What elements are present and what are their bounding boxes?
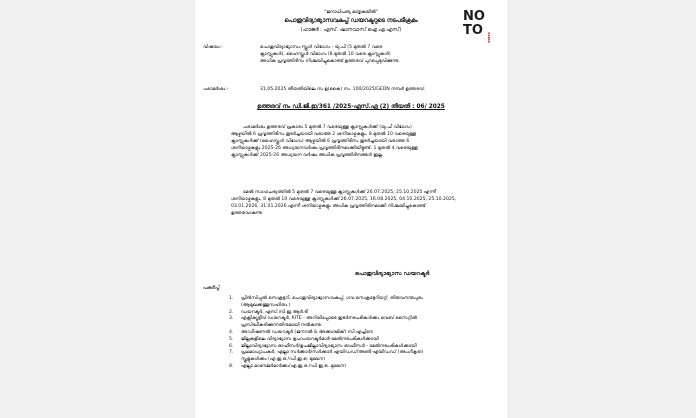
paragraph-1-line: ക്ലാസ്സുകൾക്ക് (ഹൈസ്കൂൾ വിഭാഗം) ആഴ്ചയിൽ 6 പ്രവൃത്തിദിനം തുടർച്ചയായി വരാത്ത 6 xyxy=(231,139,410,144)
reference-text: 31.05.2025 തീയതിയിലെ സ.ഉ(കൈ) നം. 100/2025/GEDN നമ്പർ ഉത്തരവ്. xyxy=(260,87,426,92)
subject-line-3: അധിക പ്രവൃത്തിദിനം നിശ്ചയിച്ചുകൊണ്ട് ഉത്തരവ് പുറപ്പെടുവിക്കുന്നു. xyxy=(260,59,400,64)
stamp-text-top: NO xyxy=(463,9,485,24)
paragraph-2-line: മേൽ സാഹചര്യത്തിൽ 5 മുതൽ 7 വരെയുള്ള ക്ലാസ്സുകൾക്ക് 26.07.2025, 25.10.2025 എന്നീ xyxy=(243,190,437,195)
list-item: 5. ജില്ലകളിലെ വിദ്യാഭ്യാസ ഉപഡയറക്ടർമാർ-മേൽനടപടികൾക്കായി xyxy=(229,336,379,342)
paragraph-2 xyxy=(231,189,493,217)
list-item: 4. അഡീഷണൽ ഡയറക്ടർ (ജനറൽ & അക്കാദമിക്) സി.എച്ചിനേ xyxy=(229,329,373,335)
motto: "ജനാധിപത്യ മാതൃകയിൽ" xyxy=(324,10,378,15)
copies-list xyxy=(229,296,491,371)
paragraph-2-line: 03.01.2026, 31.01.2026 എന്നീ ശനിയാഴ്ചകളും അധിക പ്രവൃത്തിദിനമാക്കി നിശ്ചയിച്ചുകൊണ്ട് xyxy=(231,204,426,209)
list-item: 8. എല്ലാ മാനേജർമാർക്കം(എ.ഇ.ഒ./ഡി.ഇ.ഒ. മുഖേന) xyxy=(229,363,347,369)
stamp-tag: PRESS xyxy=(487,32,491,43)
paragraph-1-line: പരാമർശം ഉത്തരവ് പ്രകാരം 5 മുതൽ 7 വരെയുള്ള ക്ലാസ്സുകൾക്ക് (യു.പി വിഭാഗം) xyxy=(243,125,412,130)
list-item: 7. പ്രഥമാധ്യാപകർ, എല്ലാ സർക്കാർ/സർക്കാർ എയിഡഡ്/അൺ-എയിഡഡ് (അംഗീകൃത) സ്കൂളുകൾക്കം (എ.ഇ.ഒ./ഡി.ഇ.ഒ. മുഖേന) xyxy=(229,350,424,363)
paragraph-1-line: ശനിയാഴ്ചകളും 2025-26 അധ്യയനവർഷം പ്രവൃത്തിദിനമാക്കിയിട്ടുണ്ട്. 1 മുതൽ 4 വരെയുള്ള xyxy=(231,146,418,151)
subject-line-1: പൊതുവിദ്യാഭ്യാസം-സ്കൂൾ വിഭാഗം - യു.പി (5 മുതൽ 7 വരെ xyxy=(260,45,383,50)
subject-line-2: ക്ലാസ്സുകൾ), ഹൈസ്കൂൾ വിഭാഗം (8 മുതൽ 10 വരെ ക്ലാസ്സുകൾ) xyxy=(260,52,391,57)
document-page xyxy=(195,0,507,418)
signature-title: പൊതുവിദ്യാഭ്യാസ ഡയറക്ടർ xyxy=(355,271,430,277)
paragraph-2-line: ശനിയാഴ്ചകളും, 8 മുതൽ 10 വരെയുള്ള ക്ലാസ്സുകൾക്ക് 26.07.2025, 16.08.2025, 04.10.2025, 25.10.2025, xyxy=(231,197,457,202)
list-item: 2. ഡയറക്ടർ, എസ്.സി.ഇ.ആർ.ടി xyxy=(229,309,308,315)
subject-label: വിഷയം:- xyxy=(203,45,223,50)
list-item: 6. ജില്ലാവിദ്യാഭ്യാസ ഓഫീസർ/ഉപജില്ലാവിദ്യാഭ്യാസ ഓഫീസർ - മേൽനടപടികൾക്കായി xyxy=(229,343,417,349)
copies-label: പകർപ്പ് xyxy=(203,286,220,291)
list-item: 1. പ്രിൻസിപ്പൽ സെക്രട്ടറി, പൊതുവിദ്യാഭ്യാസവകുപ്പ്, ഗവ.സെക്രട്ടേറിയറ്റ്, തിരുവനന്തപുരം (ആമുഖക്കത്തുസഹിതം ) xyxy=(229,296,423,308)
office-title: പൊതുവിദ്യാഭ്യാസവകുപ്പ് ഡയറക്ടറുടെ നടപടിക്രമം xyxy=(284,18,418,24)
paragraph-1 xyxy=(231,124,493,159)
paragraph-1-line: ആഴ്ചയിൽ 6 പ്രവൃത്തിദിനം തുടർച്ചയായി വരാത്ത 2 ശനിയാഴ്ചകളും, 8 മുതൽ 10 വരെയുള്ള xyxy=(231,132,417,137)
reference-label: പരാമർശം:- xyxy=(203,87,229,92)
list-item: 3. എക്സിക്യൂട്ടീവ് ഡയറക്ടർ, KITE - അറിയിപ്പോടെ ഇടർനടപടികൾക്കം വെബ് സൈറ്റിൽ പ്രസിദ്ധീകരിക്കുന്നതിനുമായി നൽകുന്നു. xyxy=(229,316,417,329)
stamp-text-bottom: TO xyxy=(463,23,483,38)
order-title: ഉത്തരവ് നം ഡി.ജി.ഇ/361 /2025-എസ്.എ (2) തീയതി : 06/ 2025 xyxy=(257,104,445,110)
paragraph-2-line: ഉത്തരവാകുന്നു. xyxy=(231,211,264,216)
officer-name: (ഹാജർ : എസ്. ഷാനവാസ് ഐ.എ.എസ്) xyxy=(300,27,402,33)
not-to-press-stamp xyxy=(461,8,499,46)
paragraph-1-line: ക്ലാസ്സുകൾക്ക് 2025-26 അധ്യയന വർഷം അധിക പ്രവൃത്തിദിനങ്ങൾ ഇല്ല. xyxy=(231,153,384,158)
